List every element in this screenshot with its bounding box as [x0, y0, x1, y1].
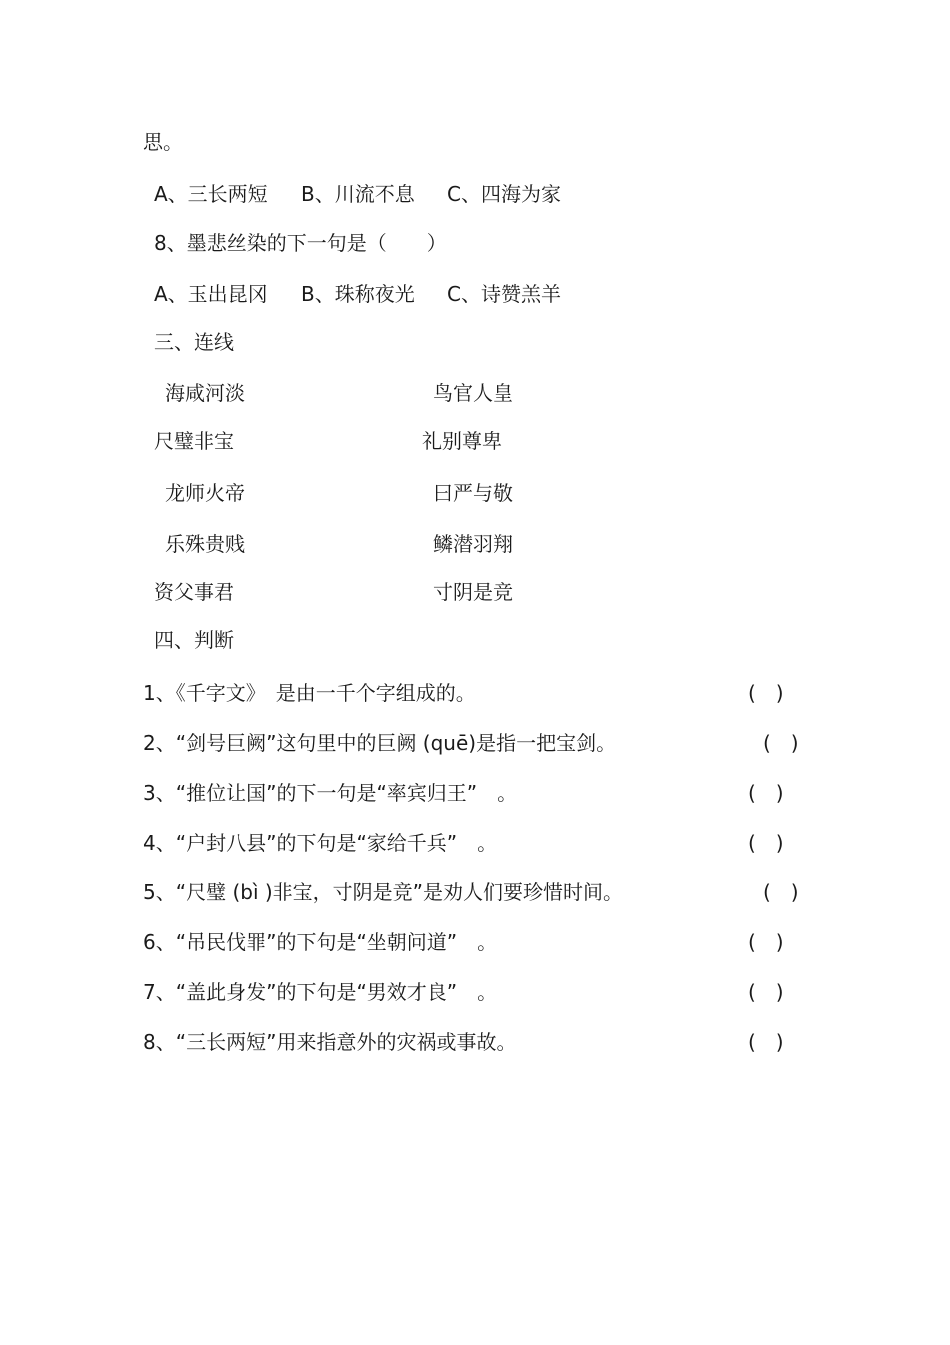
judgement-statement: 7、“盖此身发”的下句是“男效才良” 。 [143, 980, 498, 1004]
answer-blank[interactable]: ( ) [748, 930, 784, 954]
matching-right-item: 寸阴是竞 [433, 580, 513, 604]
section4-title: 四、判断 [154, 628, 234, 652]
matching-left-item: 海咸河淡 [165, 381, 245, 405]
judgement-statement: 4、“户封八县”的下句是“家给千兵” 。 [143, 831, 498, 855]
q7-option-c: C、四海为家 [447, 182, 561, 206]
matching-right-item: 鸟官人皇 [433, 381, 513, 405]
answer-blank[interactable]: ( ) [748, 681, 784, 705]
matching-left-item: 尺璧非宝 [154, 429, 234, 453]
matching-right-item: 曰严与敬 [433, 481, 513, 505]
matching-left-item: 龙师火帝 [165, 481, 245, 505]
matching-left-item: 乐殊贵贱 [165, 532, 245, 556]
judgement-statement: 5、“尺璧 (bì )非宝，寸阴是竞”是劝人们要珍惜时间。 [143, 880, 624, 904]
matching-right-item: 礼别尊卑 [422, 429, 502, 453]
answer-blank[interactable]: ( ) [748, 980, 784, 1004]
answer-blank[interactable]: ( ) [763, 731, 799, 755]
q8-option-b: B、珠称夜光 [301, 282, 415, 306]
judgement-statement: 8、“三长两短”用来指意外的灾祸或事故。 [143, 1030, 517, 1054]
judgement-statement: 3、“推位让国”的下一句是“率宾归王” 。 [143, 781, 518, 805]
q7-option-b: B、川流不息 [301, 182, 415, 206]
judgement-statement: 6、“吊民伐罪”的下句是“坐朝问道” 。 [143, 930, 498, 954]
matching-left-item: 资父事君 [154, 580, 234, 604]
q7-tail-text: 思。 [143, 130, 183, 154]
judgement-statement: 1、《千字文》 是由一千个字组成的。 [143, 681, 476, 705]
answer-blank[interactable]: ( ) [748, 831, 784, 855]
q8-text: 8、墨悲丝染的下一句是（ ） [154, 231, 447, 255]
answer-blank[interactable]: ( ) [748, 781, 784, 805]
answer-blank[interactable]: ( ) [763, 880, 799, 904]
q7-option-a: A、三长两短 [154, 182, 268, 206]
section3-title: 三、连线 [154, 330, 234, 354]
judgement-statement: 2、“剑号巨阙”这句里中的巨阙 (quē)是指一把宝剑。 [143, 731, 617, 755]
matching-right-item: 鳞潜羽翔 [433, 532, 513, 556]
q8-option-c: C、诗赞羔羊 [447, 282, 561, 306]
q8-option-a: A、玉出昆冈 [154, 282, 268, 306]
answer-blank[interactable]: ( ) [748, 1030, 784, 1054]
